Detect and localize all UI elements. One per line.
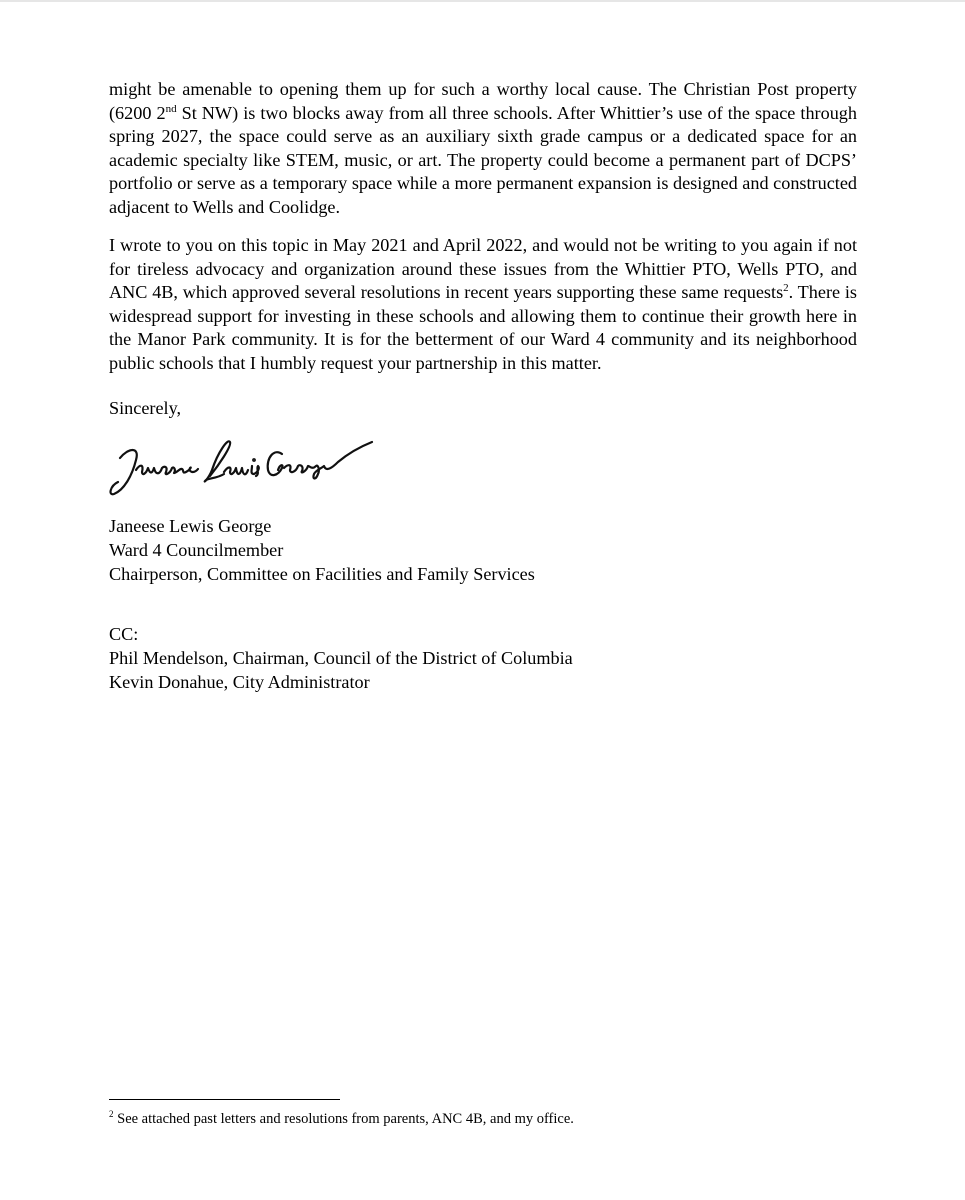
signatory-name: Janeese Lewis George	[109, 516, 272, 536]
signature-block	[109, 514, 535, 586]
ordinal-superscript: nd	[165, 102, 177, 115]
body-paragraph-1	[109, 78, 857, 220]
page-top-edge	[0, 0, 965, 2]
paragraph-2-text-a: I wrote to you on this topic in May 2021 and April 2022, and would not be writing to you again if not for tireless advocacy and organization around these issues from the Whittier PTO, Wells PTO, and ANC 4B, which approved several resolutions in recent years supporting these same requests	[109, 235, 857, 303]
paragraph-2-text-b: . There is widespread support for investing in these schools and allowing them to continue their growth here in the Manor Park community. It is for the betterment of our Ward 4 community and its neighborhood public schools that I humbly request your partnership in this matter.	[109, 282, 857, 373]
closing-salutation: Sincerely,	[109, 398, 182, 418]
cc-recipient: Kevin Donahue, City Administrator	[109, 672, 370, 692]
signatory-committee: Chairperson, Committee on Facilities and Family Services	[109, 564, 535, 584]
paragraph-1-text-a: might be amenable to opening them up for such a worthy local cause. The Christian Post property (6200 2	[109, 79, 857, 123]
body-paragraph-2	[109, 234, 857, 376]
handwritten-signature	[106, 436, 378, 500]
footnote-text: See attached past letters and resolutions from parents, ANC 4B, and my office.	[113, 1111, 574, 1127]
footnote	[109, 1110, 574, 1128]
cc-block	[109, 622, 573, 694]
paragraph-1-text-b: St NW) is two blocks away from all three schools. After Whittier’s use of the space through spring 2027, the space could serve as an auxiliary sixth grade campus or a dedicated space for an academic specialty like STEM, music, or art. The property could become a permanent part of DCPS’ portfolio or serve as a temporary space while a more permanent expansion is designed and constructed adjacent to Wells and Coolidge.	[109, 102, 857, 217]
cc-recipient: Phil Mendelson, Chairman, Council of the District of Columbia	[109, 648, 573, 668]
signatory-title: Ward 4 Councilmember	[109, 540, 284, 560]
footnote-divider	[109, 1099, 340, 1100]
footnote-reference: 2	[783, 282, 789, 295]
footnote-number: 2	[109, 1109, 114, 1120]
cc-label: CC:	[109, 624, 139, 644]
